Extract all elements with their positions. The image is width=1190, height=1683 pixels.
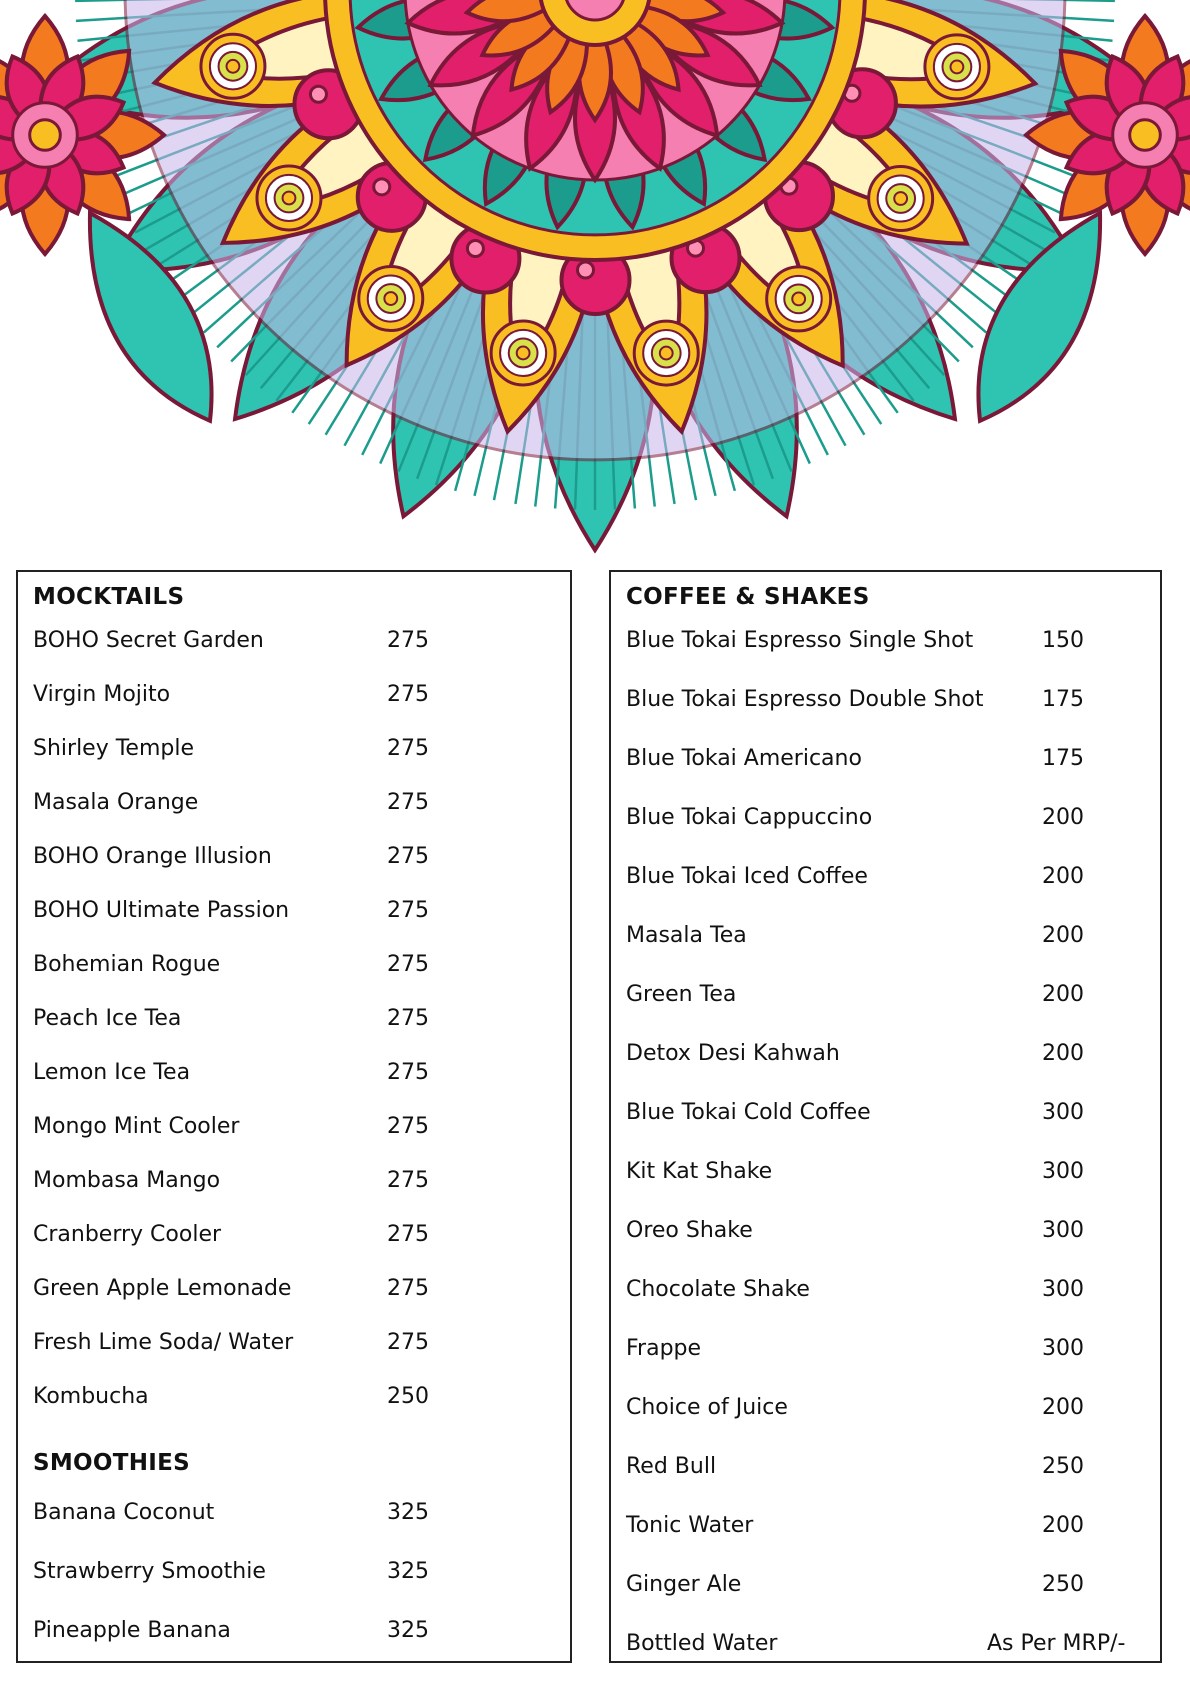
menu-item [33, 894, 560, 928]
menu-item-name: BOHO Secret Garden [33, 628, 264, 653]
menu-item-price: 200 [1042, 864, 1084, 889]
menu-item-name: Oreo Shake [626, 1218, 753, 1243]
menu-item-name: Pineapple Banana [33, 1618, 231, 1643]
menu-item-price: 300 [1042, 1277, 1084, 1302]
coffee-shakes-panel [609, 570, 1162, 1663]
menu-item-price: 325 [387, 1618, 429, 1643]
menu-item-name: Blue Tokai Cold Coffee [626, 1100, 871, 1125]
menu-item-name: Kombucha [33, 1384, 149, 1409]
menu-item-price: 275 [387, 1060, 429, 1085]
menu-item-name: Fresh Lime Soda/ Water [33, 1330, 294, 1355]
menu-item [33, 1496, 560, 1530]
menu-item-price: 275 [387, 1006, 429, 1031]
menu-item-name: Masala Orange [33, 790, 199, 815]
menu-item [33, 1164, 560, 1198]
menu-item-price: 175 [1042, 687, 1084, 712]
menu-item [33, 840, 560, 874]
menu-item-price: 300 [1042, 1336, 1084, 1361]
menu-item-price: 150 [1042, 628, 1084, 653]
menu-item [33, 1218, 560, 1252]
menu-item-name: BOHO Orange Illusion [33, 844, 272, 869]
mandala-shape [30, 120, 61, 151]
menu-item-name: BOHO Ultimate Passion [33, 898, 290, 923]
menu-item-name: Cranberry Cooler [33, 1222, 222, 1247]
menu-item-name: Strawberry Smoothie [33, 1559, 266, 1584]
menu-item [626, 683, 1150, 717]
menu-item-price: As Per MRP/- [987, 1631, 1126, 1656]
menu-item [33, 1056, 560, 1090]
menu-item-price: 275 [387, 844, 429, 869]
menu-item-price: 275 [387, 628, 429, 653]
menu-item-name: Bottled Water [626, 1631, 778, 1656]
menu-item [626, 1509, 1150, 1543]
menu-item-name: Masala Tea [626, 923, 747, 948]
menu-item-price: 275 [387, 682, 429, 707]
menu-item-name: Detox Desi Kahwah [626, 1041, 840, 1066]
menu-item-name: Mongo Mint Cooler [33, 1114, 240, 1139]
menu-item-name: Shirley Temple [33, 736, 195, 761]
menu-item-price: 200 [1042, 1041, 1084, 1066]
section-title-coffee-shakes: COFFEE & SHAKES [626, 584, 870, 610]
mandala-shape [310, 86, 326, 102]
menu-item [626, 978, 1150, 1012]
mandala-shape [578, 262, 594, 278]
menu-item [33, 1002, 560, 1036]
menu-item [626, 1214, 1150, 1248]
menu-item-price: 250 [1042, 1572, 1084, 1597]
menu-item [626, 1627, 1150, 1661]
mandala-shape [227, 60, 240, 73]
menu-item-name: Lemon Ice Tea [33, 1060, 191, 1085]
menu-item [33, 678, 560, 712]
menu-item [33, 948, 560, 982]
menu-item [626, 1568, 1150, 1602]
menu-item [626, 1037, 1150, 1071]
menu-item-price: 325 [387, 1559, 429, 1584]
menu-item-name: Green Apple Lemonade [33, 1276, 292, 1301]
menu-item-name: Blue Tokai Espresso Single Shot [626, 628, 974, 653]
menu-item-name: Ginger Ale [626, 1572, 742, 1597]
menu-item-name: Peach Ice Tea [33, 1006, 182, 1031]
menu-item [33, 1326, 560, 1360]
mandala-shape [283, 192, 296, 205]
menu-item [626, 860, 1150, 894]
menu-item-name: Green Tea [626, 982, 737, 1007]
mandala-shape [467, 241, 483, 257]
menu-item [626, 1096, 1150, 1130]
menu-item-name: Red Bull [626, 1454, 717, 1479]
menu-item-price: 275 [387, 898, 429, 923]
mandala-shape [517, 347, 530, 360]
menu-item-name: Virgin Mojito [33, 682, 171, 707]
mandala-shape [951, 61, 964, 74]
menu-item-price: 300 [1042, 1218, 1084, 1243]
menu-item-price: 275 [387, 1222, 429, 1247]
menu-item-name: Tonic Water [626, 1513, 754, 1538]
menu-item [33, 624, 560, 658]
menu-item [33, 1272, 560, 1306]
menu-item-name: Choice of Juice [626, 1395, 788, 1420]
mandala-header-illustration [0, 0, 1190, 560]
menu-item-name: Chocolate Shake [626, 1277, 810, 1302]
menu-item-price: 200 [1042, 1513, 1084, 1538]
menu-item-price: 200 [1042, 1395, 1084, 1420]
menu-item-price: 275 [387, 1114, 429, 1139]
menu-item [33, 1614, 560, 1648]
menu-item [33, 1380, 560, 1414]
mocktails-smoothies-panel [16, 570, 572, 1663]
mandala-shape [374, 179, 390, 195]
menu-item-name: Blue Tokai Cappuccino [626, 805, 873, 830]
menu-item [626, 1273, 1150, 1307]
mandala-shape [384, 292, 397, 305]
menu-item-name: Bohemian Rogue [33, 952, 221, 977]
menu-item-price: 275 [387, 1330, 429, 1355]
menu-item [626, 1391, 1150, 1425]
menu-item [626, 624, 1150, 658]
menu-item [626, 1332, 1150, 1366]
menu-item-price: 250 [1042, 1454, 1084, 1479]
mandala-shape [894, 192, 907, 205]
mandala-shape [792, 292, 805, 305]
menu-item-price: 200 [1042, 805, 1084, 830]
menu-item-name: Mombasa Mango [33, 1168, 221, 1193]
menu-item-price: 275 [387, 952, 429, 977]
menu-item-price: 275 [387, 790, 429, 815]
menu-item-price: 275 [387, 1276, 429, 1301]
menu-item-price: 300 [1042, 1159, 1084, 1184]
menu-item-price: 200 [1042, 923, 1084, 948]
menu-item-name: Frappe [626, 1336, 702, 1361]
mandala-shape [660, 347, 673, 360]
menu-item [626, 742, 1150, 776]
menu-item [33, 732, 560, 766]
menu-item-price: 250 [387, 1384, 429, 1409]
menu-item-name: Blue Tokai Americano [626, 746, 862, 771]
menu-item-price: 275 [387, 736, 429, 761]
section-title-mocktails: MOCKTAILS [33, 584, 185, 610]
menu-item-price: 325 [387, 1500, 429, 1525]
section-title-smoothies: SMOOTHIES [33, 1450, 191, 1476]
menu-item-price: 200 [1042, 982, 1084, 1007]
menu-item [33, 786, 560, 820]
menu-item [626, 801, 1150, 835]
menu-item [626, 919, 1150, 953]
menu-item [33, 1555, 560, 1589]
menu-item-price: 175 [1042, 746, 1084, 771]
menu-item-name: Blue Tokai Espresso Double Shot [626, 687, 984, 712]
menu-item [33, 1110, 560, 1144]
menu-item-name: Blue Tokai Iced Coffee [626, 864, 868, 889]
menu-item-name: Banana Coconut [33, 1500, 215, 1525]
mandala-shape [1130, 120, 1161, 151]
menu-item-name: Kit Kat Shake [626, 1159, 773, 1184]
menu-item [626, 1155, 1150, 1189]
menu-item [626, 1450, 1150, 1484]
menu-item-price: 275 [387, 1168, 429, 1193]
menu-item-price: 300 [1042, 1100, 1084, 1125]
